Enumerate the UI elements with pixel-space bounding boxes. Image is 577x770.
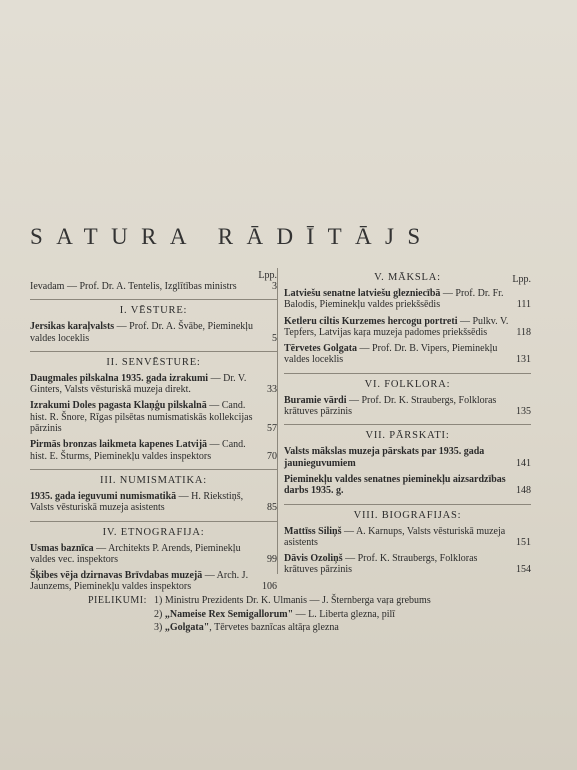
- toc-left-column: [30, 270, 277, 598]
- section-rule: [30, 351, 277, 352]
- entry-page: 99: [267, 553, 277, 565]
- entry-page: 5: [272, 332, 277, 344]
- page-column-header: Lpp.: [512, 274, 531, 285]
- entry-title: Ketleru ciltis Kurzemes hercogu portreti: [284, 315, 458, 327]
- toc-entry: [284, 343, 531, 366]
- entry-title: Daugmales pilskalna 1935. gada izrakumi: [30, 372, 209, 384]
- entry-title: Izrakumi Doles pagasta Klaņģu pilskalnā: [30, 400, 207, 412]
- page-column-header: Lpp.: [258, 270, 277, 281]
- section-heading: VIII. BIOGRAFIJAS:: [353, 509, 462, 521]
- section-heading: III. NUMISMATIKA:: [100, 474, 207, 486]
- toc-entry: [30, 491, 277, 514]
- toc-entry: [284, 288, 531, 311]
- section-heading: V. MĀKSLA:: [374, 272, 441, 283]
- entry-title: Latviešu senatne latviešu glezniecībā: [284, 288, 441, 299]
- entry-title: Valsts mākslas muzeja pārskats par 1935. gada jaunieguvumiem: [284, 446, 485, 469]
- entry-title: Pieminekļu valdes senatnes pieminekļu aizsardzības darbs 1935. g.: [284, 473, 506, 497]
- entry-page: 148: [516, 485, 531, 497]
- entry-title: 1935. gada ieguvumi numismatikā: [30, 490, 177, 502]
- entry-page: 106: [262, 581, 277, 593]
- entry-title: Jersikas karaļvalsts: [30, 321, 115, 333]
- entry-title: Mattīss Siliņš: [284, 525, 342, 537]
- toc-entry: [30, 543, 277, 566]
- entry-page: 57: [267, 423, 277, 435]
- entry-page: 70: [267, 450, 277, 462]
- section-rule: [284, 504, 531, 505]
- appendices-label: PIELIKUMI:: [88, 595, 147, 606]
- entry-page: 135: [516, 406, 531, 418]
- section-rule: [284, 424, 531, 425]
- entry-author: — A. Karnups, Valsts vēsturiskā muzeja asistents: [284, 525, 506, 548]
- entry-title: Buramie vārdi: [284, 394, 347, 406]
- entry-page: 151: [516, 536, 531, 548]
- entry-author: — Arch. J. Jaunzems, Pieminekļu valdes inspektors: [30, 570, 249, 593]
- entry-page: 141: [516, 457, 531, 469]
- section-rule: [30, 299, 277, 300]
- section-heading: I. VĒSTURE:: [119, 305, 188, 317]
- toc-entry: [30, 281, 277, 292]
- entry-title: Usmas baznīca: [30, 542, 94, 554]
- toc-entry: [284, 446, 531, 469]
- appendix-item: 3) „Golgata", Tērvetes baznīcas altāŗa glezna: [154, 622, 339, 633]
- entry-page: 118: [516, 326, 531, 338]
- entry-author: — Architekts P. Arends, Pieminekļu valdes vec. inspektors: [30, 542, 241, 565]
- entry-author: — Pulkv. V. Tepfers, Latvijas kaŗa muzeja padomes priekšsēdis: [284, 315, 509, 338]
- column-divider: [277, 268, 278, 574]
- entry-author: — Cand. hist. R. Šnore, Rīgas pilsētas numismatiskās kollekcijas pārzinis: [30, 400, 253, 435]
- toc-entry: [284, 553, 531, 576]
- section-heading: VII. PĀRSKATI:: [365, 430, 450, 442]
- entry-author: — Prof. Dr. Fr. Balodis, Pieminekļu valdes priekšsēdis: [284, 288, 504, 311]
- toc-entry: [284, 395, 531, 418]
- toc-entry: [284, 526, 531, 549]
- entry-author: — Prof. Dr. K. Straubergs, Folkloras krātuves pārzinis: [284, 394, 497, 418]
- entry-title: Šķibes vēja dzirnavas Brīvdabas muzejā: [30, 570, 203, 582]
- toc-entry: [284, 316, 531, 339]
- toc-entry: [30, 373, 277, 396]
- entry-title: Ievadam: [30, 281, 65, 292]
- toc-entry: [30, 400, 277, 434]
- section-heading: IV. ETNOGRAFIJA:: [102, 526, 205, 538]
- entry-author: — Prof. Dr. A. Švābe, Pieminekļu valdes loceklis: [30, 321, 254, 344]
- toc-entry: [284, 474, 531, 497]
- entry-title: Tērvetes Golgata: [284, 343, 358, 355]
- entry-title: Dāvis Ozoliņš: [284, 553, 343, 565]
- entry-author: — Prof. Dr. B. Vipers, Pieminekļu valdes loceklis: [284, 343, 498, 366]
- entry-author: — H. Riekstiņš, Valsts vēsturiskā muzeja asistents: [30, 490, 244, 514]
- entry-author: — Prof. K. Straubergs, Folkloras krātuves pārzinis: [284, 553, 478, 576]
- toc-entry: [30, 321, 277, 344]
- entry-author: — Dr. V. Ginters, Valsts vēsturiskā muzeja direkt.: [30, 372, 247, 396]
- entry-page: 154: [516, 564, 531, 576]
- toc-entry: [30, 570, 277, 593]
- entry-page: 131: [516, 354, 531, 366]
- page-title: SATURA RĀDĪTĀJS: [30, 224, 434, 249]
- section-heading: VI. FOLKLORA:: [364, 378, 451, 390]
- entry-page: 111: [516, 299, 531, 311]
- appendices-list: [88, 594, 528, 635]
- toc-right-column: [284, 272, 531, 581]
- appendix-item: 2) „Nameise Rex Semigallorum" — L. Liberta glezna, pilī: [154, 608, 396, 620]
- section-rule: [284, 373, 531, 374]
- entry-author: — Prof. Dr. A. Tentelis, Izglītības ministrs: [64, 281, 237, 292]
- section-rule: [30, 469, 277, 470]
- appendix-item: PIELIKUMI: 1) Ministru Prezidents Dr. K. Ulmanis — J. Šternberga vaŗa grebums: [88, 595, 431, 606]
- section-rule: [30, 521, 277, 522]
- section-heading: II. SENVĒSTURE:: [106, 356, 201, 368]
- toc-entry: [30, 439, 277, 462]
- entry-author: — Cand. hist. E. Šturms, Pieminekļu valdes inspektors: [30, 439, 246, 462]
- entry-page: 33: [267, 384, 277, 396]
- entry-page: 85: [267, 502, 277, 514]
- entry-title: Pirmās bronzas laikmeta kapenes Latvijā: [30, 439, 208, 451]
- entry-page: 3: [272, 281, 277, 292]
